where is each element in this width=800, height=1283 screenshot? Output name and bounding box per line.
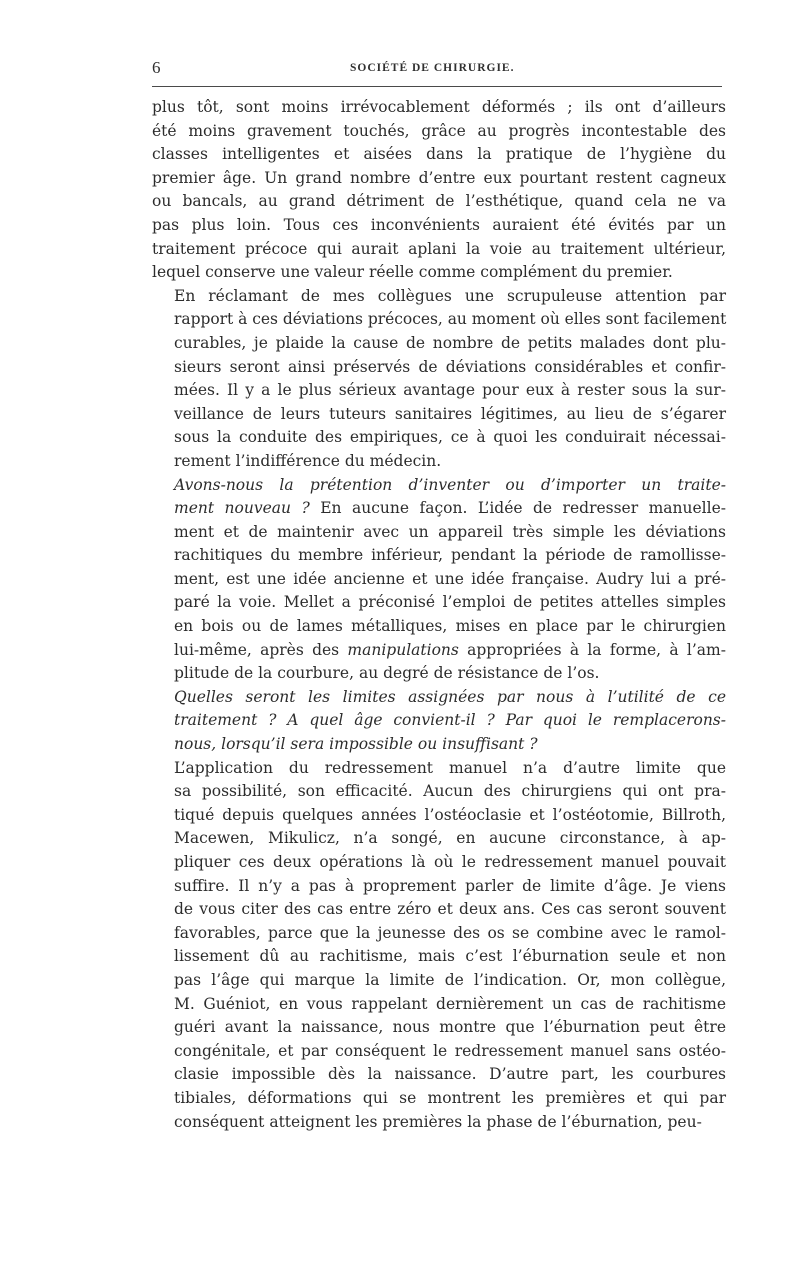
text-line <box>152 969 726 993</box>
text-run: L’application du redressement manuel n’a d’autre limite que <box>174 758 726 777</box>
text-line <box>152 827 726 851</box>
text-run: plitude de la courbure, au degré de résistance de l’os. <box>174 664 600 683</box>
text-run: Macewen, Mikulicz, n’a songé, en aucune circonstance, à ap- <box>174 829 726 848</box>
text-line <box>152 568 726 592</box>
text-line <box>152 285 726 309</box>
text-line <box>152 238 726 262</box>
paragraph <box>152 96 726 285</box>
text-line <box>152 922 726 946</box>
text-run: paré la voie. Mellet a préconisé l’emploi de petites attelles simples <box>174 593 726 612</box>
text-line <box>152 898 726 922</box>
text-line <box>152 1087 726 1111</box>
text-line <box>152 143 726 167</box>
page-header <box>152 58 722 82</box>
text-run: appropriées à la forme, à l’am- <box>458 640 726 659</box>
text-line <box>152 639 726 663</box>
text-line <box>152 308 726 332</box>
text-line <box>152 214 726 238</box>
text-line <box>152 780 726 804</box>
text-run: suffire. Il n’y a pas à proprement parler de limite d’âge. Je viens <box>174 876 726 895</box>
text-run: M. Guéniot, en vous rappelant dernièrement un cas de rachitisme <box>174 994 726 1013</box>
text-line <box>152 167 726 191</box>
paragraph <box>152 285 726 474</box>
text-line <box>152 1016 726 1040</box>
text-run: pas plus loin. Tous ces inconvénients auraient été évités par un <box>152 215 726 234</box>
text-run: rapport à ces déviations précoces, au moment où elles sont facilement <box>174 310 727 329</box>
text-line <box>152 521 726 545</box>
text-line <box>152 945 726 969</box>
text-line <box>152 1040 726 1064</box>
text-line <box>152 662 726 686</box>
text-line <box>152 190 726 214</box>
text-line <box>152 332 726 356</box>
text-run: sieurs seront ainsi préservés de déviations considérables et confir- <box>174 357 726 376</box>
paragraph <box>152 757 726 1135</box>
text-line <box>152 356 726 380</box>
text-run: rement l’indifférence du médecin. <box>174 451 442 470</box>
body-text <box>152 96 726 1134</box>
text-run: lui-même, après des <box>174 640 348 659</box>
text-run: mées. Il y a le plus sérieux avantage pour eux à rester sous la sur- <box>174 381 726 400</box>
text-run: tibiales, déformations qui se montrent les premières et qui par <box>174 1088 726 1107</box>
text-line <box>152 96 726 120</box>
text-run: traitement précoce qui aurait aplani la voie au traitement ultérieur, <box>152 239 726 258</box>
text-line <box>152 544 726 568</box>
running-title: SOCIÉTÉ DE CHIRURGIE. <box>350 62 515 74</box>
text-run: curables, je plaide la cause de nombre de petits malades dont plu- <box>174 333 726 352</box>
italic-text: nous, lorsqu’il sera impossible ou insuffisant ? <box>174 735 538 754</box>
text-run: rachitiques du membre inférieur, pendant la période de ramollisse- <box>174 546 726 565</box>
italic-text: ment nouveau ? <box>174 499 310 518</box>
text-line <box>152 709 726 733</box>
text-line <box>152 450 726 474</box>
text-run: favorables, parce que la jeunesse des os se combine avec le ramol- <box>174 923 726 942</box>
paragraph <box>152 474 726 686</box>
text-run: été moins gravement touchés, grâce au progrès incontestable des <box>152 121 726 140</box>
text-run: plus tôt, sont moins irrévocablement déformés ; ils ont d’ailleurs <box>152 98 726 116</box>
text-line <box>152 1063 726 1087</box>
text-line <box>152 379 726 403</box>
text-line <box>152 591 726 615</box>
text-line <box>152 120 726 144</box>
text-run: premier âge. Un grand nombre d’entre eux pourtant restent cagneux <box>152 168 726 187</box>
text-line <box>152 261 726 285</box>
text-line <box>152 851 726 875</box>
text-run: de vous citer des cas entre zéro et deux ans. Ces cas seront souvent <box>174 900 726 919</box>
text-run: congénitale, et par conséquent le redressement manuel sans ostéo- <box>174 1041 726 1060</box>
italic-text: Quelles seront les limites assignées par nous à l’utilité de ce <box>174 687 726 706</box>
text-run: pliquer ces deux opérations là où le redressement manuel pouvait <box>174 853 726 871</box>
italic-text: manipulations <box>347 640 459 659</box>
text-line <box>152 733 726 757</box>
text-line <box>152 426 726 450</box>
text-run: veillance de leurs tuteurs sanitaires légitimes, au lieu de s’égarer <box>174 404 726 423</box>
paragraph <box>152 686 726 757</box>
text-run: guéri avant la naissance, nous montre que l’éburnation peut être <box>174 1018 726 1037</box>
page-number: 6 <box>152 58 161 77</box>
text-run: ou bancals, au grand détriment de l’esthétique, quand cela ne va <box>152 192 726 211</box>
text-run: En réclamant de mes collègues une scrupuleuse attention par <box>174 286 726 305</box>
italic-text: Avons-nous la prétention d’inventer ou d’importer un traite- <box>174 475 726 494</box>
text-run: sous la conduite des empiriques, ce à quoi les conduirait nécessai- <box>174 428 726 447</box>
text-run: En aucune façon. L’idée de redresser manuelle- <box>309 499 726 518</box>
text-run: lissement dû au rachitisme, mais c’est l’éburnation seule et non <box>174 947 726 966</box>
text-line <box>152 497 726 521</box>
text-line <box>152 615 726 639</box>
header-rule <box>152 86 722 87</box>
text-line <box>152 875 726 899</box>
text-run: clasie impossible dès la naissance. D’autre part, les courbures <box>174 1065 726 1084</box>
text-run: lequel conserve une valeur réelle comme complément du premier. <box>152 263 673 282</box>
text-run: ment, est une idée ancienne et une idée française. Audry lui a pré- <box>174 569 726 588</box>
italic-text: traitement ? A quel âge convient-il ? Par quoi le remplacerons- <box>174 711 726 730</box>
text-line <box>152 804 726 828</box>
text-line <box>152 403 726 427</box>
text-run: pas l’âge qui marque la limite de l’indication. Or, mon collègue, <box>174 970 726 989</box>
text-line <box>152 686 726 710</box>
text-run: ment et de maintenir avec un appareil très simple les déviations <box>174 522 726 541</box>
text-run: sa possibilité, son efficacité. Aucun des chirurgiens qui ont pra- <box>174 782 726 801</box>
text-line <box>152 1111 726 1135</box>
text-run: en bois ou de lames métalliques, mises en place par le chirurgien <box>174 617 726 636</box>
text-line <box>152 757 726 781</box>
text-line <box>152 993 726 1017</box>
text-run: classes intelligentes et aisées dans la pratique de l’hygiène du <box>152 145 726 164</box>
text-run: conséquent atteignent les premières la phase de l’éburnation, peu- <box>174 1112 702 1131</box>
text-run: tiqué depuis quelques années l’ostéoclasie et l’ostéotomie, Billroth, <box>174 805 726 824</box>
text-line <box>152 474 726 498</box>
